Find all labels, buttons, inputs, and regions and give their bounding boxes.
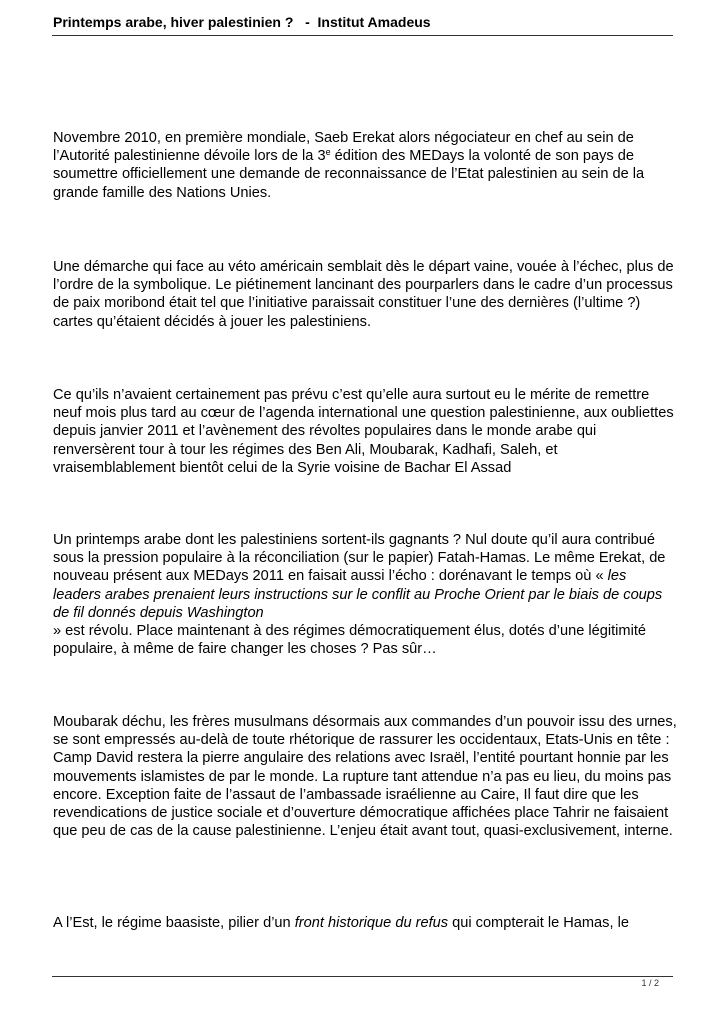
paragraph-5: Moubarak déchu, les frères musulmans désormais aux commandes d’un pouvoir issu des urnes, se sont empressés au-delà de toute rhétorique de rassurer les occidentaux, Etats-Unis en tête : Camp David restera la pierre angulaire des relations avec Israël, l’entité pourtant honnie par les mouvements islamistes de par le monde. La rupture tant attendue n’a pas eu lieu, du moins pas encore. Exception faite de l’assaut de l’ambassade israélienne au Caire, Il faut dire que les revendications de justice sociale et d’ouverture démocratique affichées place Tahrir ne faisaient que peu de cas de la cause palestinienne. L’enjeu était avant tout, quasi-exclusivement, interne. [53,714,677,840]
paragraph-4-text-a: Un printemps arabe dont les palestiniens sortent-ils gagnants ? Nul doute qu’il aura contribué sous la pression populaire à la réconciliation (sur le papier) Fatah-Hamas. Le même Erekat, de nouveau présent aux MEDays 2011 en faisait aussi l’écho : dorénavant le temps où « [53,532,666,585]
paragraph-4-quote: les leaders arabes prenaient leurs instructions sur le conflit au Proche Orient par le biais de coups de fil donnés depuis Washington [53,568,663,621]
paragraph-1-text-a: Novembre 2010, en première mondiale, Saeb Erekat alors négociateur en chef au sein de l’Autorité palestinienne dévoile lors de la 3 [53,130,634,165]
footer-divider [52,976,673,977]
paragraph-6-text-b: qui compterait le Hamas, le [448,915,629,931]
paragraph-6-text-a: A l’Est, le régime baasiste, pilier d’un [53,915,295,931]
paragraph-1-text-b: édition des MEDays la volonté de son pays de soumettre officiellement une demande de reconnaissance de l’Etat palestinien au sein de la grande famille des Nations Unies. [53,148,645,201]
paragraph-3: Ce qu’ils n’avaient certainement pas prévu c’est qu’elle aura surtout eu le mérite de remettre neuf mois plus tard au cœur de l’agenda international une question palestinienne, aux oubliettes depuis janvier 2011 et l’avènement des révoltes populaires dans le monde arabe qui renversèrent tour à tour les régimes des Ben Ali, Moubarak, Kadhafi, Saleh, et vraisemblablement bientôt celui de la Syrie voisine de Bachar El Assad [53,387,674,476]
paragraph-1 [53,129,678,202]
ordinal-superscript: e [325,147,331,158]
page-number: 1 / 2 [641,978,659,988]
header-divider [52,35,673,36]
paragraph-2: Une démarche qui face au véto américain semblait dès le départ vaine, vouée à l’échec, plus de l’ordre de la symbolique. Le piétinement lancinant des pourparlers dans le cadre d’un processus de paix moribond était tel que l’initiative paraissait constituer l’une des dernières (l’ultime ?) cartes qu’étaient décidés à jouer les palestiniens. [53,259,674,330]
page-header-title: Printemps arabe, hiver palestinien ? - Institut Amadeus [53,14,431,30]
paragraph-6 [53,914,678,932]
paragraph-4-text-b: » est révolu. Place maintenant à des régimes démocratiquement élus, dotés d’une légitimité populaire, à même de faire changer les choses ? Pas sûr… [53,623,646,658]
paragraph-4 [53,531,678,658]
paragraph-6-emphasis: front historique du refus [294,915,449,931]
